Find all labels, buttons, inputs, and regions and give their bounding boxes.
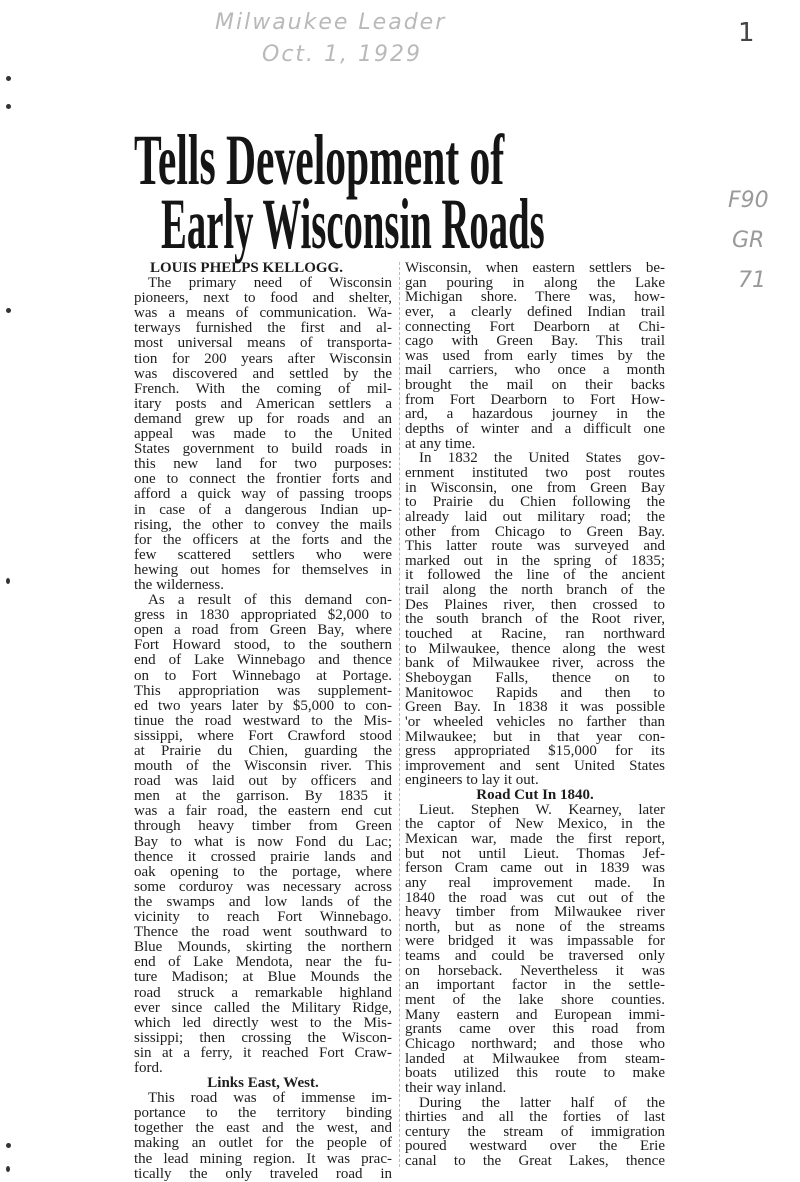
text-line: appeal was made to the United bbox=[134, 426, 392, 443]
text-line: touched at Racine, ran northward bbox=[405, 626, 665, 643]
text-line: thence it crossed prairie lands and bbox=[134, 848, 392, 865]
text-line: making an outlet for the people of bbox=[134, 1135, 392, 1152]
text-line: ever since called the Military Ridge, bbox=[134, 999, 392, 1016]
text-line: Many eastern and European immi- bbox=[405, 1006, 665, 1023]
text-line: this new land for two purposes: bbox=[134, 456, 392, 473]
text-line: most universal means of transporta- bbox=[134, 335, 392, 352]
text-line: This road was of immense im- bbox=[148, 1090, 392, 1107]
handwritten-code-2: GR bbox=[732, 228, 765, 253]
punch-mark bbox=[6, 1143, 11, 1148]
text-line: ard, a hazardous journey in the bbox=[405, 406, 665, 423]
handwritten-page-number: 1 bbox=[738, 18, 755, 48]
column-divider bbox=[399, 262, 400, 1167]
text-line: the swamps and low lands of the bbox=[134, 893, 392, 910]
text-line: the south branch of the Root river, bbox=[405, 611, 665, 628]
text-line: from Fort Dearborn to Fort How- bbox=[405, 391, 665, 408]
section-heading: Road Cut In 1840. bbox=[476, 787, 594, 804]
text-line: In 1832 the United States gov- bbox=[419, 450, 665, 467]
text-line: tinue the road westward to the Mis- bbox=[134, 712, 392, 729]
text-line: portance to the territory binding bbox=[134, 1105, 392, 1122]
text-line: at Prairie du Chien, guarding the bbox=[134, 743, 392, 759]
text-line: improvement and sent United States bbox=[405, 757, 665, 774]
text-line: This latter route was surveyed and bbox=[405, 538, 665, 555]
text-line: Michigan shore. There was, how- bbox=[405, 289, 665, 306]
text-line: sin at a ferry, it reached Fort Craw- bbox=[134, 1044, 392, 1061]
text-line: ture Madison; at Blue Mounds the bbox=[134, 969, 392, 986]
text-line: was a means of communication. Wa- bbox=[134, 305, 392, 322]
text-line: Thence the road went southward to bbox=[134, 924, 392, 941]
text-line: States government to build roads in bbox=[134, 441, 392, 458]
text-line: ford. bbox=[134, 1059, 163, 1076]
text-line: ernment instituted two post routes bbox=[405, 464, 665, 481]
text-line: demand grew up for roads and an bbox=[134, 410, 392, 427]
text-line: north, but as none of the streams bbox=[405, 918, 665, 935]
text-line: heavy timber from Milwaukee river bbox=[405, 904, 665, 921]
text-line: gress appropriated $15,000 for its bbox=[405, 743, 665, 760]
text-line: for the officers at the forts and the bbox=[134, 531, 392, 548]
text-line: the captor of New Mexico, in the bbox=[405, 816, 665, 833]
text-line: it followed the line of the ancient bbox=[405, 567, 665, 584]
punch-mark bbox=[6, 76, 11, 81]
text-line: trail along the north branch of the bbox=[405, 582, 665, 599]
text-line: During the latter half of the bbox=[419, 1094, 665, 1111]
text-line: some corduroy was necessary across bbox=[134, 878, 392, 895]
headline-line-2: Early Wisconsin Roads bbox=[161, 184, 545, 264]
text-line: Blue Mounds, skirting the northern bbox=[134, 939, 392, 956]
text-line: ever, a clearly defined Indian trail bbox=[405, 303, 665, 320]
text-line: bank of Milwaukee river, across the bbox=[405, 655, 665, 672]
text-line: ment of the lake shore counties. bbox=[405, 992, 665, 1009]
text-line: sissippi, where Fort Crawford stood bbox=[134, 727, 392, 744]
text-line: which led directly west to the Mis- bbox=[134, 1014, 392, 1031]
text-line: Bay to what is now Fond du Lac; bbox=[134, 833, 392, 850]
text-line: the lead mining region. It was prac- bbox=[134, 1150, 392, 1167]
text-line: the wilderness. bbox=[134, 576, 224, 593]
text-line: marked out in the spring of 1835; bbox=[405, 552, 665, 569]
text-line: Lieut. Stephen W. Kearney, later bbox=[419, 801, 665, 818]
text-line: connecting Fort Dearborn at Chi- bbox=[405, 318, 665, 335]
text-line: As a result of this demand con- bbox=[148, 592, 392, 609]
article-column-2 bbox=[405, 261, 665, 1169]
text-line: 'or wheeled vehicles no farther than bbox=[405, 713, 665, 730]
text-line: at any time. bbox=[405, 435, 476, 452]
text-line: was a fair road, the eastern end cut bbox=[134, 803, 392, 820]
text-line: in Wisconsin, one from Green Bay bbox=[405, 479, 665, 496]
text-line: was used from early times by the bbox=[405, 347, 665, 364]
text-line: sissippi; then crossing the Wiscon- bbox=[134, 1029, 392, 1046]
text-line: end of Lake Winnebago and thence bbox=[134, 652, 392, 669]
text-line: terways furnished the first and al- bbox=[134, 320, 392, 337]
handwritten-source-note: Milwaukee Leader bbox=[215, 10, 447, 35]
text-line: canal to the Great Lakes, thence bbox=[405, 1153, 665, 1170]
text-line: ferson Cram came out in 1839 was bbox=[405, 860, 665, 877]
handwritten-code-1: F90 bbox=[728, 188, 769, 213]
text-line: together the east and the west, and bbox=[134, 1120, 392, 1137]
text-line: engineers to lay it out. bbox=[405, 772, 539, 789]
text-line: French. With the coming of mil- bbox=[134, 380, 392, 397]
text-line: road was laid out by officers and bbox=[134, 773, 392, 790]
text-line: thirties and all the forties of last bbox=[405, 1109, 665, 1126]
text-line: gan pouring in along the Lake bbox=[405, 274, 665, 291]
text-line: mouth of the Wisconsin river. This bbox=[134, 758, 392, 775]
text-line: Mexican war, made the first report, bbox=[405, 830, 665, 847]
punch-mark bbox=[6, 1166, 10, 1172]
text-line: on to Fort Winnebago at Portage. bbox=[134, 667, 392, 684]
text-line: cago with Green Bay. This trail bbox=[405, 333, 665, 350]
text-line: pioneers, next to food and shelter, bbox=[134, 290, 392, 307]
text-line: This appropriation was supplement- bbox=[134, 682, 392, 699]
text-line: poured westward over the Erie bbox=[405, 1138, 665, 1155]
text-line: oak opening to the portage, where bbox=[134, 863, 392, 880]
text-line: was discovered and settled by the bbox=[134, 365, 392, 382]
article-column-1 bbox=[134, 261, 392, 1182]
handwritten-date-note: Oct. 1, 1929 bbox=[262, 42, 422, 67]
text-line: on horseback. Nevertheless it was bbox=[405, 962, 665, 979]
text-line: men at the garrison. By 1835 it bbox=[134, 788, 392, 805]
section-heading: Links East, West. bbox=[207, 1075, 319, 1092]
text-line: teams and could be traversed only bbox=[405, 948, 665, 965]
text-line: Chicago northward; and those who bbox=[405, 1035, 665, 1052]
text-line: Milwaukee; but in that year con- bbox=[405, 728, 665, 745]
text-line: to Milwaukee, thence along the west bbox=[405, 640, 665, 657]
text-line: already laid out military road; the bbox=[405, 508, 665, 525]
punch-mark bbox=[6, 308, 11, 313]
text-line: landed at Milwaukee from steam- bbox=[405, 1050, 665, 1067]
text-line: in case of a dangerous Indian up- bbox=[134, 501, 392, 518]
text-line: were bridged it was impassable for bbox=[405, 933, 665, 950]
text-line: grants came over this road from bbox=[405, 1021, 665, 1038]
text-line: 1840 the road was cut out of the bbox=[405, 889, 665, 906]
text-line: Manitowoc Rapids and then to bbox=[405, 684, 665, 701]
text-line: vicinity to reach Fort Winnebago. bbox=[134, 909, 392, 926]
text-line: ed two years later by $5,000 to con- bbox=[134, 697, 392, 714]
text-line: The primary need of Wisconsin bbox=[148, 275, 392, 292]
text-line: depths of winter and a difficult one bbox=[405, 421, 665, 438]
text-line: century the stream of immigration bbox=[405, 1123, 665, 1140]
text-line: road struck a remarkable highland bbox=[134, 984, 392, 1001]
text-line: open a road from Green Bay, where bbox=[134, 622, 392, 639]
text-line: any real improvement made. In bbox=[405, 874, 665, 891]
handwritten-code-3: 71 bbox=[738, 268, 766, 293]
headline-line-1: Tells Development of bbox=[134, 120, 505, 200]
text-line: but not until Lieut. Thomas Jef- bbox=[405, 845, 665, 862]
text-line: few scattered settlers who were bbox=[134, 546, 392, 563]
text-line: mail carriers, who once a month bbox=[405, 362, 665, 379]
text-line: through heavy timber from Green bbox=[134, 818, 392, 835]
text-line: one to connect the frontier forts and bbox=[134, 471, 392, 488]
text-line: other from Chicago to Green Bay. bbox=[405, 523, 665, 540]
text-line: Fort Howard stood, to the southern bbox=[134, 637, 392, 654]
text-line: their way inland. bbox=[405, 1079, 507, 1096]
text-line: hewing out homes for themselves in bbox=[134, 561, 392, 578]
text-line: Sheboygan Falls, thence on to bbox=[405, 669, 665, 686]
text-line: gress in 1830 appropriated $2,000 to bbox=[134, 607, 392, 624]
punch-mark bbox=[6, 578, 10, 584]
punch-mark bbox=[6, 104, 11, 109]
text-line: afford a quick way of passing troops bbox=[134, 486, 392, 503]
text-line: Wisconsin, when eastern settlers be- bbox=[405, 260, 665, 276]
text-line: tion for 200 years after Wisconsin bbox=[134, 350, 392, 367]
text-line: to Prairie du Chien following the bbox=[405, 494, 665, 511]
text-line: Green Bay. In 1838 it was possible bbox=[405, 699, 665, 716]
text-line: boats utilized this route to make bbox=[405, 1065, 665, 1082]
text-line: an important factor in the settle- bbox=[405, 977, 665, 994]
text-line: tically the only traveled road in bbox=[134, 1165, 392, 1182]
text-line: itary posts and American settlers a bbox=[134, 395, 392, 412]
text-line: end of Lake Mendota, near the fu- bbox=[134, 954, 392, 971]
text-line: brought the mail on their backs bbox=[405, 377, 665, 394]
text-line: Des Plaines river, then crossed to bbox=[405, 596, 665, 613]
text-line: rising, the other to convey the mails bbox=[134, 516, 392, 533]
author-byline: LOUIS PHELPS KELLOGG. bbox=[150, 260, 343, 276]
